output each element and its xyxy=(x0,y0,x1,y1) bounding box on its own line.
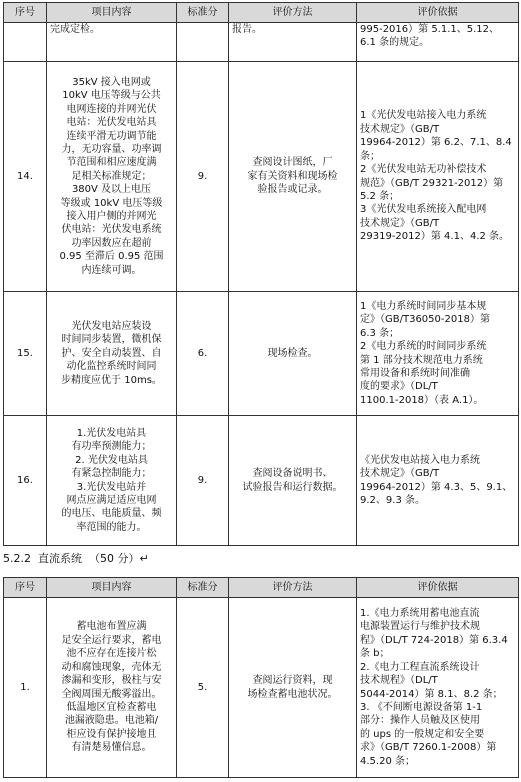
table-row xyxy=(4,62,519,292)
section-title: 5.2.2 直流系统 （50 分）↵ xyxy=(3,552,149,565)
evaluation-table-2 xyxy=(3,577,519,778)
header-method: 评价方法 xyxy=(229,3,357,23)
table-header-row xyxy=(4,3,519,23)
row-basis: 《光伏发电站接入电力系统 技术规定》（GB/T 19964-2012）第 4.3、5、9.1、 9.2、9.3 条。 xyxy=(357,416,519,546)
row-index: 1. xyxy=(4,598,47,778)
row-method: 查阅运行资料，现 场检查蓄电池状况。 xyxy=(229,598,357,778)
row-score: 6. xyxy=(177,292,229,416)
table-row xyxy=(4,292,519,416)
row-method: 现场检查。 xyxy=(229,292,357,416)
header-score: 标准分 xyxy=(177,578,229,598)
header-content: 项目内容 xyxy=(47,3,177,23)
evaluation-table-1 xyxy=(3,2,519,546)
row-content: 光伏发电站应装设 时间同步装置，微机保 护、安全自动装置、自 动化监控系统时间同 步精度应优于 10ms。 xyxy=(47,292,177,416)
header-score: 标准分 xyxy=(177,3,229,23)
header-basis: 评价依据 xyxy=(357,578,519,598)
row-method: 查阅设备说明书、 试验报告和运行数据。 xyxy=(229,416,357,546)
row-score: 9. xyxy=(177,62,229,292)
row-index: 15. xyxy=(4,292,47,416)
row-method: 查阅设计图纸，厂 家有关资料和现场检 验报告或记录。 xyxy=(229,62,357,292)
table-row-continued xyxy=(4,23,519,62)
header-index: 序号 xyxy=(4,578,47,598)
row-index: 14. xyxy=(4,62,47,292)
header-content: 项目内容 xyxy=(47,578,177,598)
row-score xyxy=(177,23,229,62)
row-method: 报告。 xyxy=(229,23,357,62)
header-method: 评价方法 xyxy=(229,578,357,598)
row-basis: 1《电力系统时间同步基本规 定》（GB/T36050-2018）第 6.3 条； 2《电力系统的时间同步系统 第 1 部分技术规范电力系统 常用设备和系统时间准确 度的要求》（DL/T 1100.1-2018）（表 A.1）。 xyxy=(357,292,519,416)
row-basis: 995-2016）第 5.1.1、5.12、 6.1 条的规定。 xyxy=(357,23,519,62)
row-index: 16. xyxy=(4,416,47,546)
row-basis: 1.《电力系统用蓄电池直流 电源装置运行与维护技术规 程》（DL/T 724-2018）第 6.3.4 条 b； 2.《电力工程直流系统设计 技术规程》（DL/T 5044-2014）第 8.1、8.2 条； 3. 《不间断电源设备第 1-1 部分：操作人员触及区使用 的 ups 的一般规定和安全要 求》（GB/T 7260.1-2008）第 4.5.20 条； xyxy=(357,598,519,778)
row-content: 蓄电池布置应满 足安全运行要求，蓄电 池不应存在连接片松 动和腐蚀现象，壳体无 渗漏和变形，极柱与安 全阀周围无酸雾溢出。 低温地区宜检查蓄电 池漏液隐患。电池箱/ 柜应设有保护接地且 有清楚易懂信息。 xyxy=(47,598,177,778)
header-basis: 评价依据 xyxy=(357,3,519,23)
table-row xyxy=(4,416,519,546)
table-header-row xyxy=(4,578,519,598)
row-score: 5. xyxy=(177,598,229,778)
header-index: 序号 xyxy=(4,3,47,23)
table-row xyxy=(4,598,519,778)
row-content: 1.光伏发电站具 有功率预测能力； 2. 光伏发电站具 有紧急控制能力； 3.光伏发电站并 网点应满足适应电网 的电压、电能质量、频 率范围的能力。 xyxy=(47,416,177,546)
row-content: 35kV 接入电网或 10kV 电压等级与公共 电网连接的并网光伏 电站：光伏发电站具 连续平滑无功调节能 力，无功容量、功率调 节范围和相应速度满 足相关标准规定； 380V 及以上电压 等级或 10kV 电压等级 接入用户侧的并网光 伏电站：光伏发电系统 功率因数应在超前 0.95 至滞后 0.95 范围 内连续可调。 xyxy=(47,62,177,292)
row-score: 9. xyxy=(177,416,229,546)
row-content: 完成定检。 xyxy=(47,23,177,62)
row-index xyxy=(4,23,47,62)
row-basis: 1《光伏发电站接入电力系统 技术规定》（GB/T 19964-2012）第 6.2、7.1、8.4 条； 2《光伏发电站无功补偿技术 规范》（GB/T 29321-2012）第 5.2 条； 3《光伏发电系统接入配电网 技术规定》（GB/T 29319-2012）第 4.1、4.2 条。 xyxy=(357,62,519,292)
